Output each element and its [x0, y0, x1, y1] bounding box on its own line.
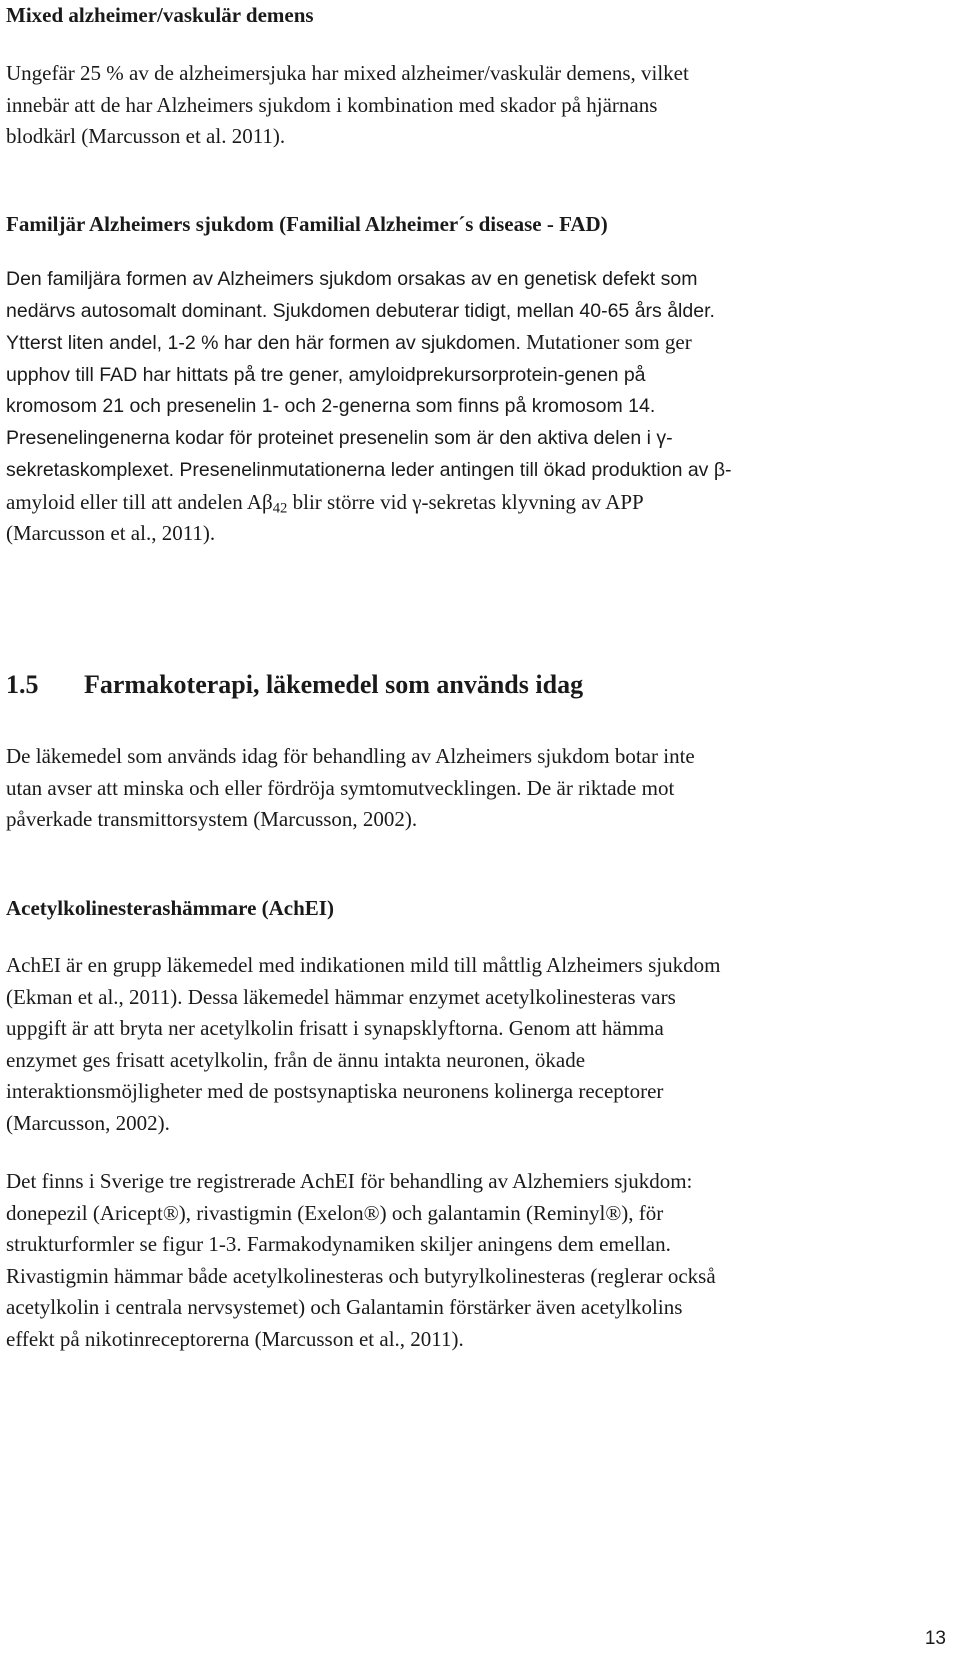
text-line: De läkemedel som används idag för behandling av Alzheimers sjukdom botar inte	[6, 744, 695, 768]
text-line: Det finns i Sverige tre registrerade AchEI för behandling av Alzhemiers sjukdom:	[6, 1169, 693, 1193]
paragraph-achei-2	[6, 1166, 946, 1355]
text-line: upphov till FAD har hittats på tre gener, amyloidprekursorprotein-genen på	[6, 363, 646, 386]
page-number: 13	[924, 1628, 946, 1649]
text-line: enzymet ges frisatt acetylkolin, från de ännu intakta neuronen, ökade	[6, 1047, 586, 1072]
paragraph-fad	[6, 264, 946, 550]
text-line: donepezil (Aricept®), rivastigmin (Exelon®) och galantamin (Reminyl®), för	[6, 1200, 664, 1225]
section-heading-1-5	[6, 668, 583, 702]
section-title: Farmakoterapi, läkemedel som används idag	[84, 670, 584, 699]
text-span: Mutationer som ger	[520, 330, 692, 354]
subscript: 42	[272, 500, 288, 517]
text-line	[6, 327, 946, 360]
text-line: Ungefär 25 % av de alzheimersjuka har mixed alzheimer/vaskulär demens, vilket	[6, 61, 689, 85]
text-span: sekretaskomplexet.	[6, 459, 174, 481]
text-span: amyloid eller till att andelen Aβ	[6, 489, 273, 514]
paragraph-pharmacotherapy	[6, 741, 946, 836]
text-line: interaktionsmöjligheter med de postsynaptiska neuronens kolinerga receptorer	[6, 1079, 664, 1103]
text-line: Presenelingenerna kodar för proteinet presenelin som är den aktiva delen i γ-	[6, 426, 673, 449]
text-line: (Marcusson, 2002).	[6, 1110, 170, 1135]
text-line	[6, 487, 946, 519]
text-line: innebär att de har Alzheimers sjukdom i kombination med skador på hjärnans	[6, 92, 658, 117]
text-span: blir större vid γ-sekretas klyvning av APP	[287, 489, 644, 514]
heading-mixed-dementia: Mixed alzheimer/vaskulär demens	[6, 3, 314, 27]
paragraph-mixed-dementia	[6, 58, 946, 153]
text-line: Rivastigmin hämmar både acetylkolinesteras och butyrylkolinesteras (reglerar också	[6, 1263, 716, 1288]
text-line: uppgift är att bryta ner acetylkolin frisatt i synapsklyftorna. Genom att hämma	[6, 1016, 664, 1040]
text-line: strukturformler se figur 1-3. Farmakodynamiken skiljer aningens dem emellan.	[6, 1232, 671, 1256]
text-span: Ytterst liten andel, 1-2 % har den här formen av sjukdomen.	[6, 332, 521, 354]
heading-achei: Acetylkolinesterashämmare (AchEI)	[6, 896, 334, 920]
text-line: AchEI är en grupp läkemedel med indikationen mild till måttlig Alzheimers sjukdom	[6, 953, 721, 977]
text-line: nedärvs autosomalt dominant. Sjukdomen debuterar tidigt, mellan 40-65 års ålder.	[6, 299, 715, 322]
text-line	[6, 454, 946, 487]
text-span: Presenelinmutationerna leder antingen till ökad produktion av β-	[174, 459, 732, 481]
text-line: (Ekman et al., 2011). Dessa läkemedel hämmar enzymet acetylkolinesteras vars	[6, 984, 676, 1009]
text-line: effekt på nikotinreceptorerna (Marcusson et al., 2011).	[6, 1326, 464, 1351]
text-line: utan avser att minska och eller fördröja symtomutvecklingen. De är riktade mot	[6, 775, 675, 800]
text-line: (Marcusson et al., 2011).	[6, 521, 216, 545]
section-number: 1.5	[6, 670, 39, 699]
text-line: acetylkolin i centrala nervsystemet) och Galantamin förstärker även acetylkolins	[6, 1295, 683, 1319]
text-line: Den familjära formen av Alzheimers sjukdom orsakas av en genetisk defekt som	[6, 268, 698, 290]
paragraph-achei-1	[6, 950, 946, 1139]
text-line: kromosom 21 och presenelin 1- och 2-generna som finns på kromosom 14.	[6, 395, 656, 417]
text-line: påverkade transmittorsystem (Marcusson, 2002).	[6, 807, 418, 831]
text-line: blodkärl (Marcusson et al. 2011).	[6, 124, 286, 148]
heading-fad: Familjär Alzheimers sjukdom (Familial Alzheimer´s disease - FAD)	[6, 212, 608, 236]
